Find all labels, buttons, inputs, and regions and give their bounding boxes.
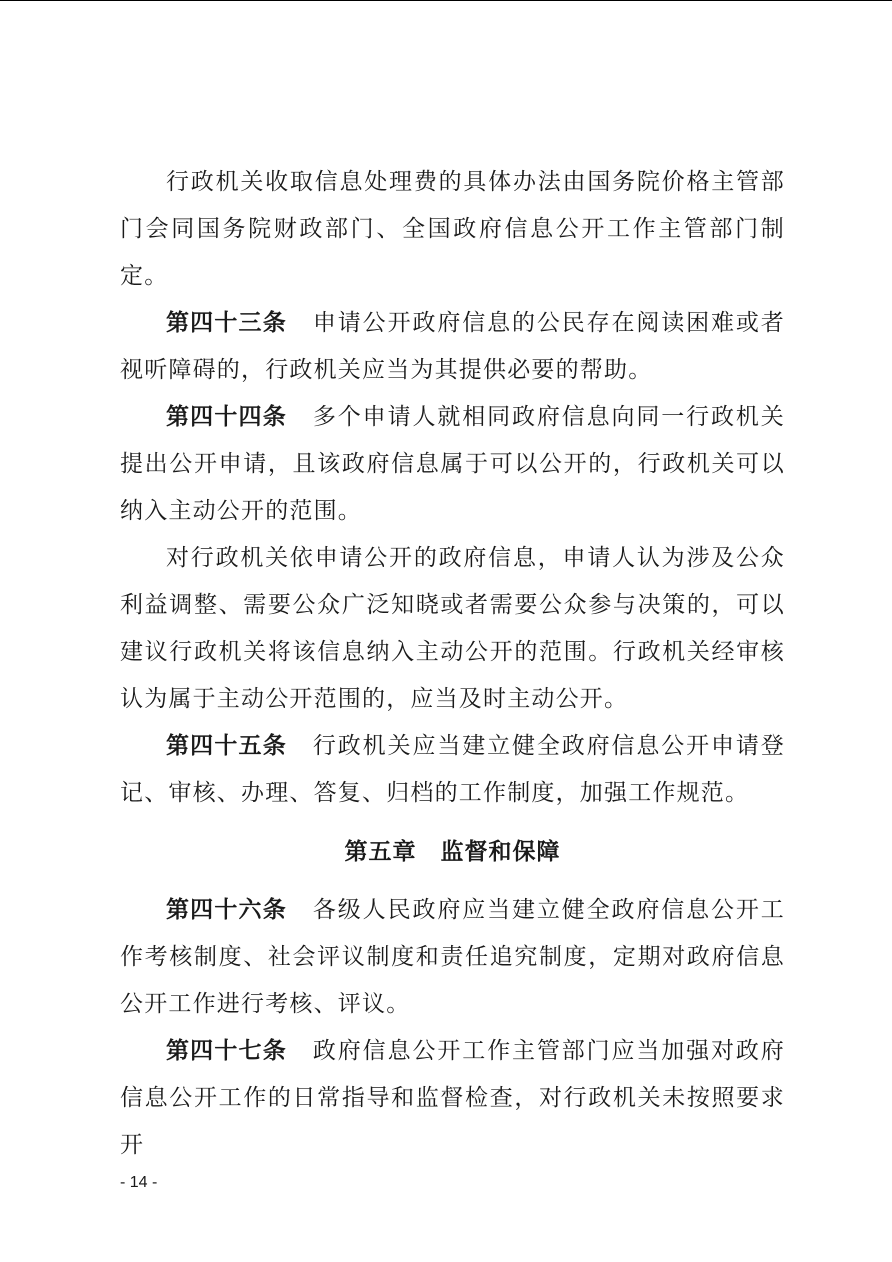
chapter-heading: [120, 821, 785, 887]
chapter-title: 监督和保障: [440, 839, 561, 865]
article-number: 第四十六条: [166, 897, 287, 923]
chapter-number: 第五章: [344, 839, 417, 865]
paragraph: [120, 159, 785, 300]
article-number: 第四十四条: [166, 404, 287, 430]
article-text: 行政机关应当建立健全政府信息公开申请登记、审核、办理、答复、归档的工作制度，加强工作规范。: [120, 733, 785, 806]
article-number: 第四十三条: [166, 310, 287, 336]
article-text: 申请公开政府信息的公民存在阅读困难或者视听障碍的，行政机关应当为其提供必要的帮助。: [120, 310, 785, 383]
article-46: [120, 887, 785, 1028]
article-number: 第四十五条: [166, 733, 287, 759]
article-47: [120, 1028, 785, 1169]
article-44: [120, 394, 785, 535]
paragraph: [120, 535, 785, 723]
article-number: 第四十七条: [166, 1038, 287, 1064]
document-body: [120, 159, 785, 1169]
article-45: [120, 723, 785, 817]
article-text: 多个申请人就相同政府信息向同一行政机关提出公开申请，且该政府信息属于可以公开的，行政机关可以纳入主动公开的范围。: [120, 404, 785, 524]
article-text: 政府信息公开工作主管部门应当加强对政府信息公开工作的日常指导和监督检查，对行政机关未按照要求开: [120, 1038, 785, 1158]
article-43: [120, 300, 785, 394]
page-number: - 14 -: [120, 1174, 158, 1191]
paragraph-text: 行政机关收取信息处理费的具体办法由国务院价格主管部门会同国务院财政部门、全国政府信息公开工作主管部门制定。: [120, 169, 785, 289]
article-text: 各级人民政府应当建立健全政府信息公开工作考核制度、社会评议制度和责任追究制度，定期对政府信息公开工作进行考核、评议。: [120, 897, 785, 1017]
paragraph-text: 对行政机关依申请公开的政府信息，申请人认为涉及公众利益调整、需要公众广泛知晓或者需要公众参与决策的，可以建议行政机关将该信息纳入主动公开的范围。行政机关经审核认为属于主动公开范围的，应当及时主动公开。: [120, 545, 785, 712]
